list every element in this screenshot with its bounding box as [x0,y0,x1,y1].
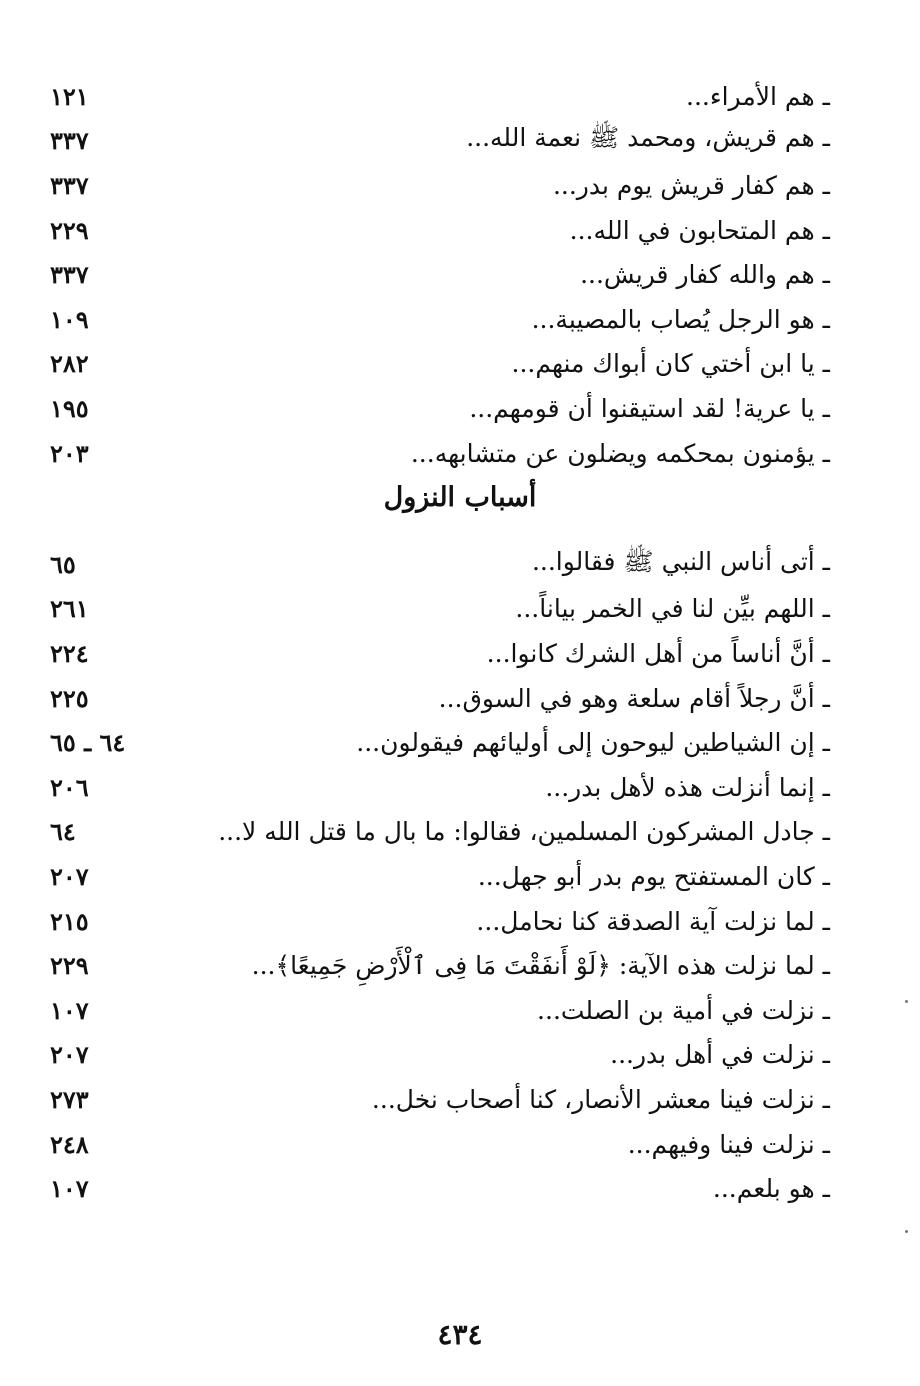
index-entry: ـ يا ابن أختي كان أبواك منهم... [511,349,830,379]
page-ref: ١٢١ [50,81,89,111]
page-ref: ٢٤٨ [50,1129,89,1159]
index-entry: ـ هو الرجل يُصاب بالمصيبة... [531,304,830,334]
page-ref: ٢٠٧ [50,861,89,891]
index-entry: ـ هم الأمراء... [686,81,830,111]
index-row [50,386,830,431]
index-row [50,988,830,1033]
page-ref: ٢٦١ [50,594,89,624]
index-entry: ـ إن الشياطين ليوحون إلى أوليائهم فيقولون... [356,728,830,758]
index-list-top [50,74,830,475]
index-row [50,943,830,988]
page-ref: ٢١٥ [50,906,89,936]
page-ref: ١٠٧ [50,995,89,1025]
index-entry: ـ يا عرية! لقد استيقنوا أن قومهم... [469,393,830,423]
index-row [50,1166,830,1211]
index-row [50,74,830,119]
index-row [50,1033,830,1078]
index-row [50,119,830,164]
index-entry: ـ لما نزلت آية الصدقة كنا نحامل... [476,906,830,936]
index-row [50,631,830,676]
index-row [50,297,830,342]
index-list-bottom [50,542,830,1211]
page-ref: ٢٢٩ [50,215,89,245]
index-entry: ـ هم والله كفار قريش... [580,260,830,290]
index-entry: ـ كان المستفتح يوم بدر أبو جهل... [477,861,830,891]
page-ref: ٢٢٩ [50,951,89,981]
index-row [50,854,830,899]
page-ref: ٣٣٧ [50,260,89,290]
index-entry: ـ لما نزلت هذه الآية: ﴿لَوْ أَنفَقْتَ مَا فِى ٱلْأَرْضِ جَمِيعًا﴾... [251,951,830,981]
page-ref: ٣٣٧ [50,170,89,200]
index-entry: ـ جادل المشركون المسلمين، فقالوا: ما بال ما قتل الله لا... [218,817,830,847]
index-row [50,720,830,765]
index-row [50,252,830,297]
index-entry: ـ هم كفار قريش يوم بدر... [552,170,830,200]
index-entry: ـ هو بلعم... [712,1174,830,1204]
page-ref: ٢٠٦ [50,772,89,802]
index-entry: ـ هم المتحابون في الله... [569,215,830,245]
section-heading: أسباب النزول [383,482,537,513]
index-row [50,810,830,855]
page-ref: ١٩٥ [50,393,89,423]
index-row [50,163,830,208]
page-ref: ٦٤ ـ ٦٥ [50,728,126,758]
index-row [50,1077,830,1122]
index-entry: ـ أتى أناس النبي ﷺ فقالوا... [531,546,830,576]
index-row [50,676,830,721]
index-entry: ـ اللهم بيِّن لنا في الخمر بياناً... [515,594,830,624]
page-number: ٤٣٤ [437,1318,483,1351]
page-ref: ٢٠٧ [50,1040,89,1070]
index-row [50,542,830,587]
page-ref: ٦٥ [50,549,76,579]
page-ref: ٦٤ [50,817,76,847]
page-ref: ٣٣٧ [50,126,89,156]
page-ref: ٢٠٣ [50,438,89,468]
index-row [50,765,830,810]
scan-speck [905,1000,908,1003]
index-entry: ـ يؤمنون بمحكمه ويضلون عن متشابهه... [410,438,830,468]
index-entry: ـ نزلت في أمية بن الصلت... [537,995,830,1025]
index-row [50,431,830,476]
page-ref: ٢٨٢ [50,349,89,379]
page-ref: ٢٢٤ [50,638,89,668]
index-row [50,1122,830,1167]
index-entry: ـ نزلت فينا معشر الأنصار، كنا أصحاب نخل... [371,1084,830,1114]
index-entry: ـ أنَّ أناساً من أهل الشرك كانوا... [486,638,830,668]
index-entry: ـ إنما أنزلت هذه لأهل بدر... [545,772,830,802]
page-ref: ١٠٩ [50,304,89,334]
index-row [50,342,830,387]
index-row [50,208,830,253]
scan-speck [905,1230,908,1233]
index-entry: ـ نزلت فينا وفيهم... [627,1129,830,1159]
page-ref: ٢٢٥ [50,683,89,713]
index-entry: ـ أنَّ رجلاً أقام سلعة وهو في السوق... [438,683,830,713]
page-ref: ٢٧٣ [50,1084,89,1114]
page-ref: ١٠٧ [50,1174,89,1204]
index-row [50,899,830,944]
index-entry: ـ هم قريش، ومحمد ﷺ نعمة الله... [466,123,830,153]
index-row [50,587,830,632]
index-entry: ـ نزلت في أهل بدر... [610,1040,830,1070]
